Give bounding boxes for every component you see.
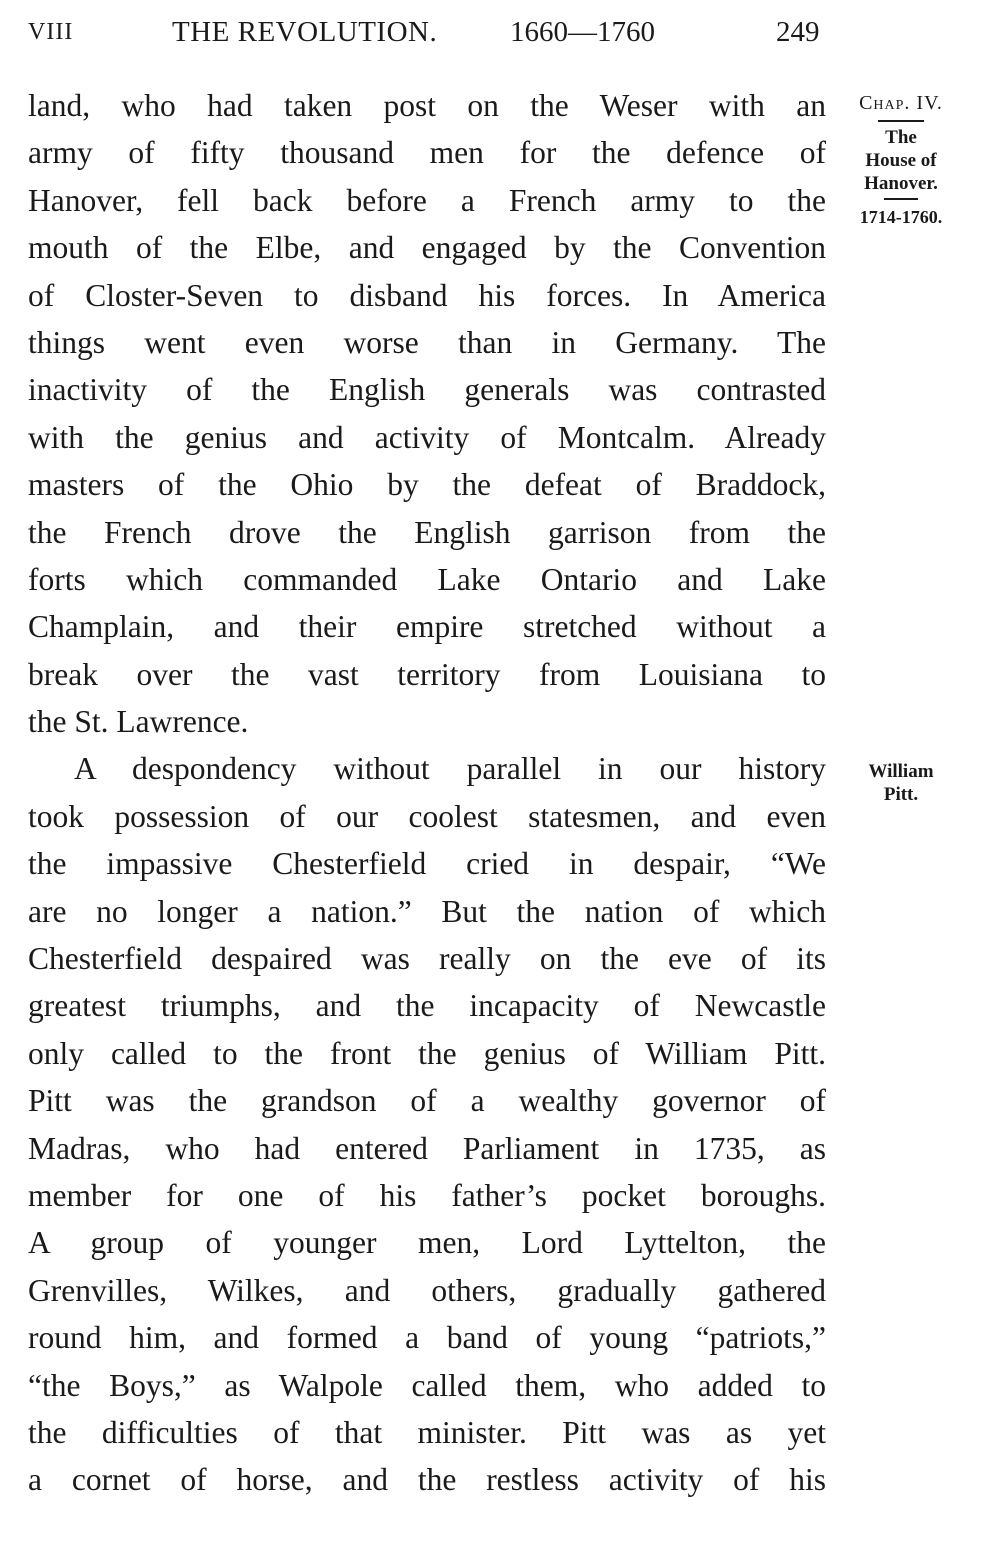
margin-section-line: The <box>885 127 917 148</box>
text-line: the impassive Chesterfield cried in despair, “We <box>28 846 826 882</box>
text-line: Grenvilles, Wilkes, and others, gradually gathered <box>28 1272 826 1308</box>
margin-rule <box>878 120 924 122</box>
running-dates: 1660—1760 <box>510 16 655 48</box>
text-line: the difficulties of that minister. Pitt was as yet <box>28 1414 826 1450</box>
text-line: Champlain, and their empire stretched without a <box>28 609 826 645</box>
text-line: only called to the front the genius of William Pitt. <box>28 1035 826 1071</box>
text-line: greatest triumphs, and the incapacity of Newcastle <box>28 988 826 1024</box>
running-title: THE REVOLUTION. <box>172 16 438 48</box>
text-line: a cornet of horse, and the restless activity of his <box>28 1462 826 1498</box>
margin-chapter-label: Chap. IV. <box>859 92 943 114</box>
text-line: with the genius and activity of Montcalm. Already <box>28 419 826 455</box>
text-line: round him, and formed a band of young “patriots,” <box>28 1320 826 1356</box>
text-line: the French drove the English garrison from the <box>28 514 826 550</box>
text-line: army of fifty thousand men for the defence of <box>28 135 826 171</box>
text-line: inactivity of the English generals was contrasted <box>28 372 826 408</box>
text-line: Madras, who had entered Parliament in 1735, as <box>28 1130 826 1166</box>
chapter-numeral: VIII <box>28 19 74 45</box>
text-line: break over the vast territory from Louisiana to <box>28 656 826 692</box>
page-number: 249 <box>776 16 820 48</box>
text-line: land, who had taken post on the Weser with an <box>28 88 826 123</box>
margin-dates: 1714-1760. <box>859 206 943 227</box>
body-text <box>28 82 826 1504</box>
text-line: things went even worse than in Germany. The <box>28 324 826 360</box>
text-line: took possession of our coolest statesmen, and even <box>28 798 826 834</box>
text-line: masters of the Ohio by the defeat of Braddock, <box>28 467 826 503</box>
margin-section-line: House of <box>865 150 937 171</box>
running-head <box>0 12 1000 52</box>
text-line: the St. Lawrence. <box>28 704 249 740</box>
margin-chapter-block <box>836 92 966 229</box>
text-line: A group of younger men, Lord Lyttelton, the <box>28 1225 826 1261</box>
text-line: Pitt was the grandson of a wealthy governor of <box>28 1083 826 1119</box>
text-line: mouth of the Elbe, and engaged by the Convention <box>28 230 826 266</box>
text-line: member for one of his father’s pocket boroughs. <box>28 1177 826 1213</box>
text-line: Hanover, fell back before a French army to the <box>28 182 826 218</box>
text-line: Chesterfield despaired was really on the eve of its <box>28 941 826 977</box>
text-line: A despondency without parallel in our history <box>74 751 826 787</box>
margin-pitt-line: William <box>868 761 934 782</box>
margin-pitt-block <box>836 760 966 806</box>
margin-pitt-line: Pitt. <box>883 784 919 805</box>
text-line: are no longer a nation.” But the nation of which <box>28 893 826 929</box>
text-line: “the Boys,” as Walpole called them, who added to <box>28 1367 826 1403</box>
margin-rule <box>884 198 918 200</box>
text-line: of Closter-Seven to disband his forces. In America <box>28 277 826 313</box>
text-line: forts which commanded Lake Ontario and Lake <box>28 561 826 597</box>
margin-section-line: Hanover. <box>864 173 938 194</box>
